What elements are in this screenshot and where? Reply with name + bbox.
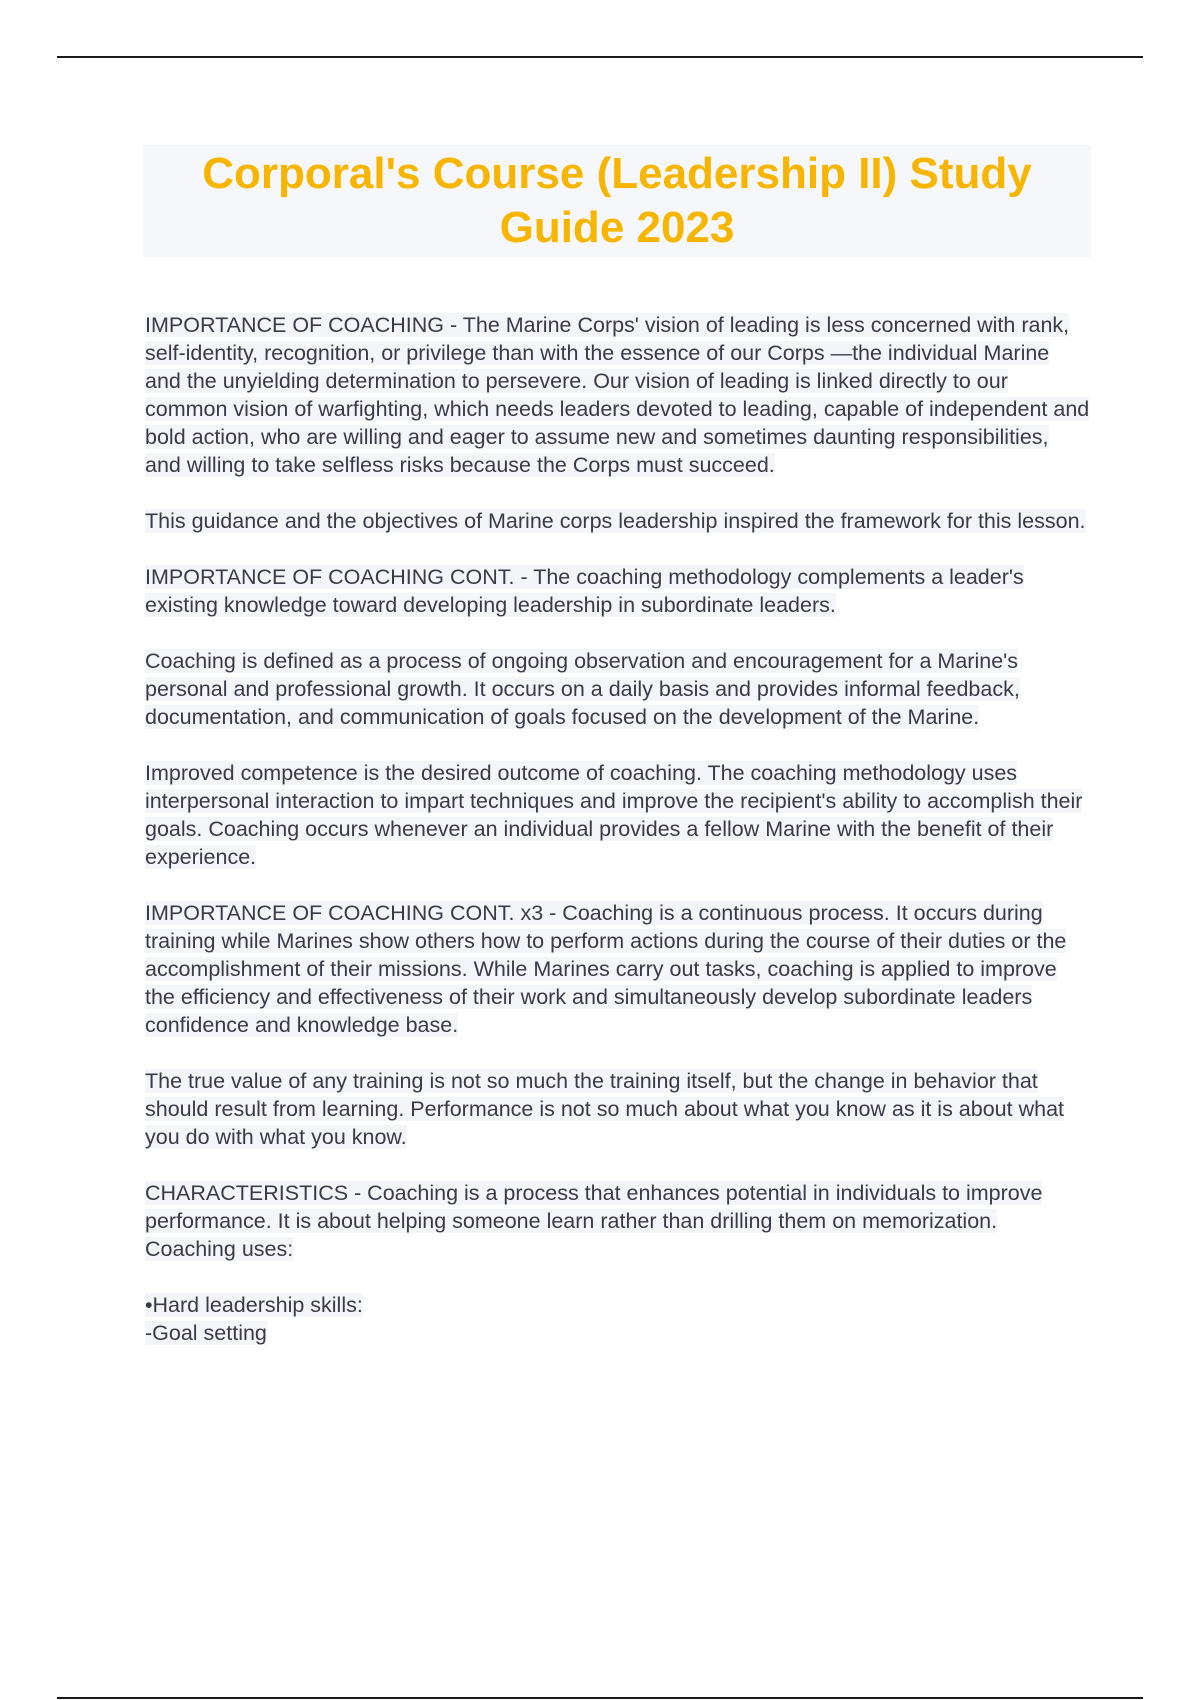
paragraph-importance-of-coaching: IMPORTANCE OF COACHING - The Marine Corps' vision of leading is less concerned with rank, self-identity, recognition, or privilege than with the essence of our Corps —the individual Marine and the unyielding determination to persevere. Our vision of leading is linked directly to our common vision of warfighting, which needs leaders devoted to leading, capable of independent and bold action, who are willing and eager to assume new and sometimes daunting responsibilities, and willing to take selfless risks because the Corps must succeed. [145, 313, 1090, 477]
paragraph-importance-cont-x3: IMPORTANCE OF COACHING CONT. x3 - Coaching is a continuous process. It occurs during training while Marines show others how to perform actions during the course of their duties or the accomplishment of their missions. While Marines carry out tasks, coaching is applied to improve the efficiency and effectiveness of their work and simultaneously develop subordinate leaders confidence and knowledge base. [145, 901, 1067, 1037]
paragraph-guidance: This guidance and the objectives of Marine corps leadership inspired the framework for this lesson. [145, 509, 1086, 533]
paragraph-importance-cont: IMPORTANCE OF COACHING CONT. - The coaching methodology complements a leader's existing knowledge toward developing leadership in subordinate leaders. [145, 565, 1024, 617]
document-body [145, 311, 1090, 1347]
paragraph-improved-competence: Improved competence is the desired outcome of coaching. The coaching methodology uses interpersonal interaction to impart techniques and improve the recipient's ability to accomplish their goals. Coaching occurs whenever an individual provides a fellow Marine with the benefit of their experience. [145, 761, 1083, 869]
list-item-hard-skills: •Hard leadership skills: [145, 1293, 363, 1317]
paragraph-coaching-defined: Coaching is defined as a process of ongoing observation and encouragement for a Marine's personal and professional growth. It occurs on a daily basis and provides informal feedback, documentation, and communication of goals focused on the development of the Marine. [145, 649, 1020, 729]
top-rule [57, 56, 1143, 58]
document-title: Corporal's Course (Leadership II) Study Guide 2023 [202, 149, 1032, 252]
paragraph-true-value: The true value of any training is not so much the training itself, but the change in behavior that should result from learning. Performance is not so much about what you know as it is about what you do with what you know. [145, 1069, 1064, 1149]
list-item-goal-setting: -Goal setting [145, 1321, 267, 1345]
bottom-rule [57, 1697, 1143, 1699]
title-block [143, 145, 1091, 257]
paragraph-characteristics: CHARACTERISTICS - Coaching is a process that enhances potential in individuals to improve performance. It is about helping someone learn rather than drilling them on memorization. Coaching uses: [145, 1181, 1043, 1261]
